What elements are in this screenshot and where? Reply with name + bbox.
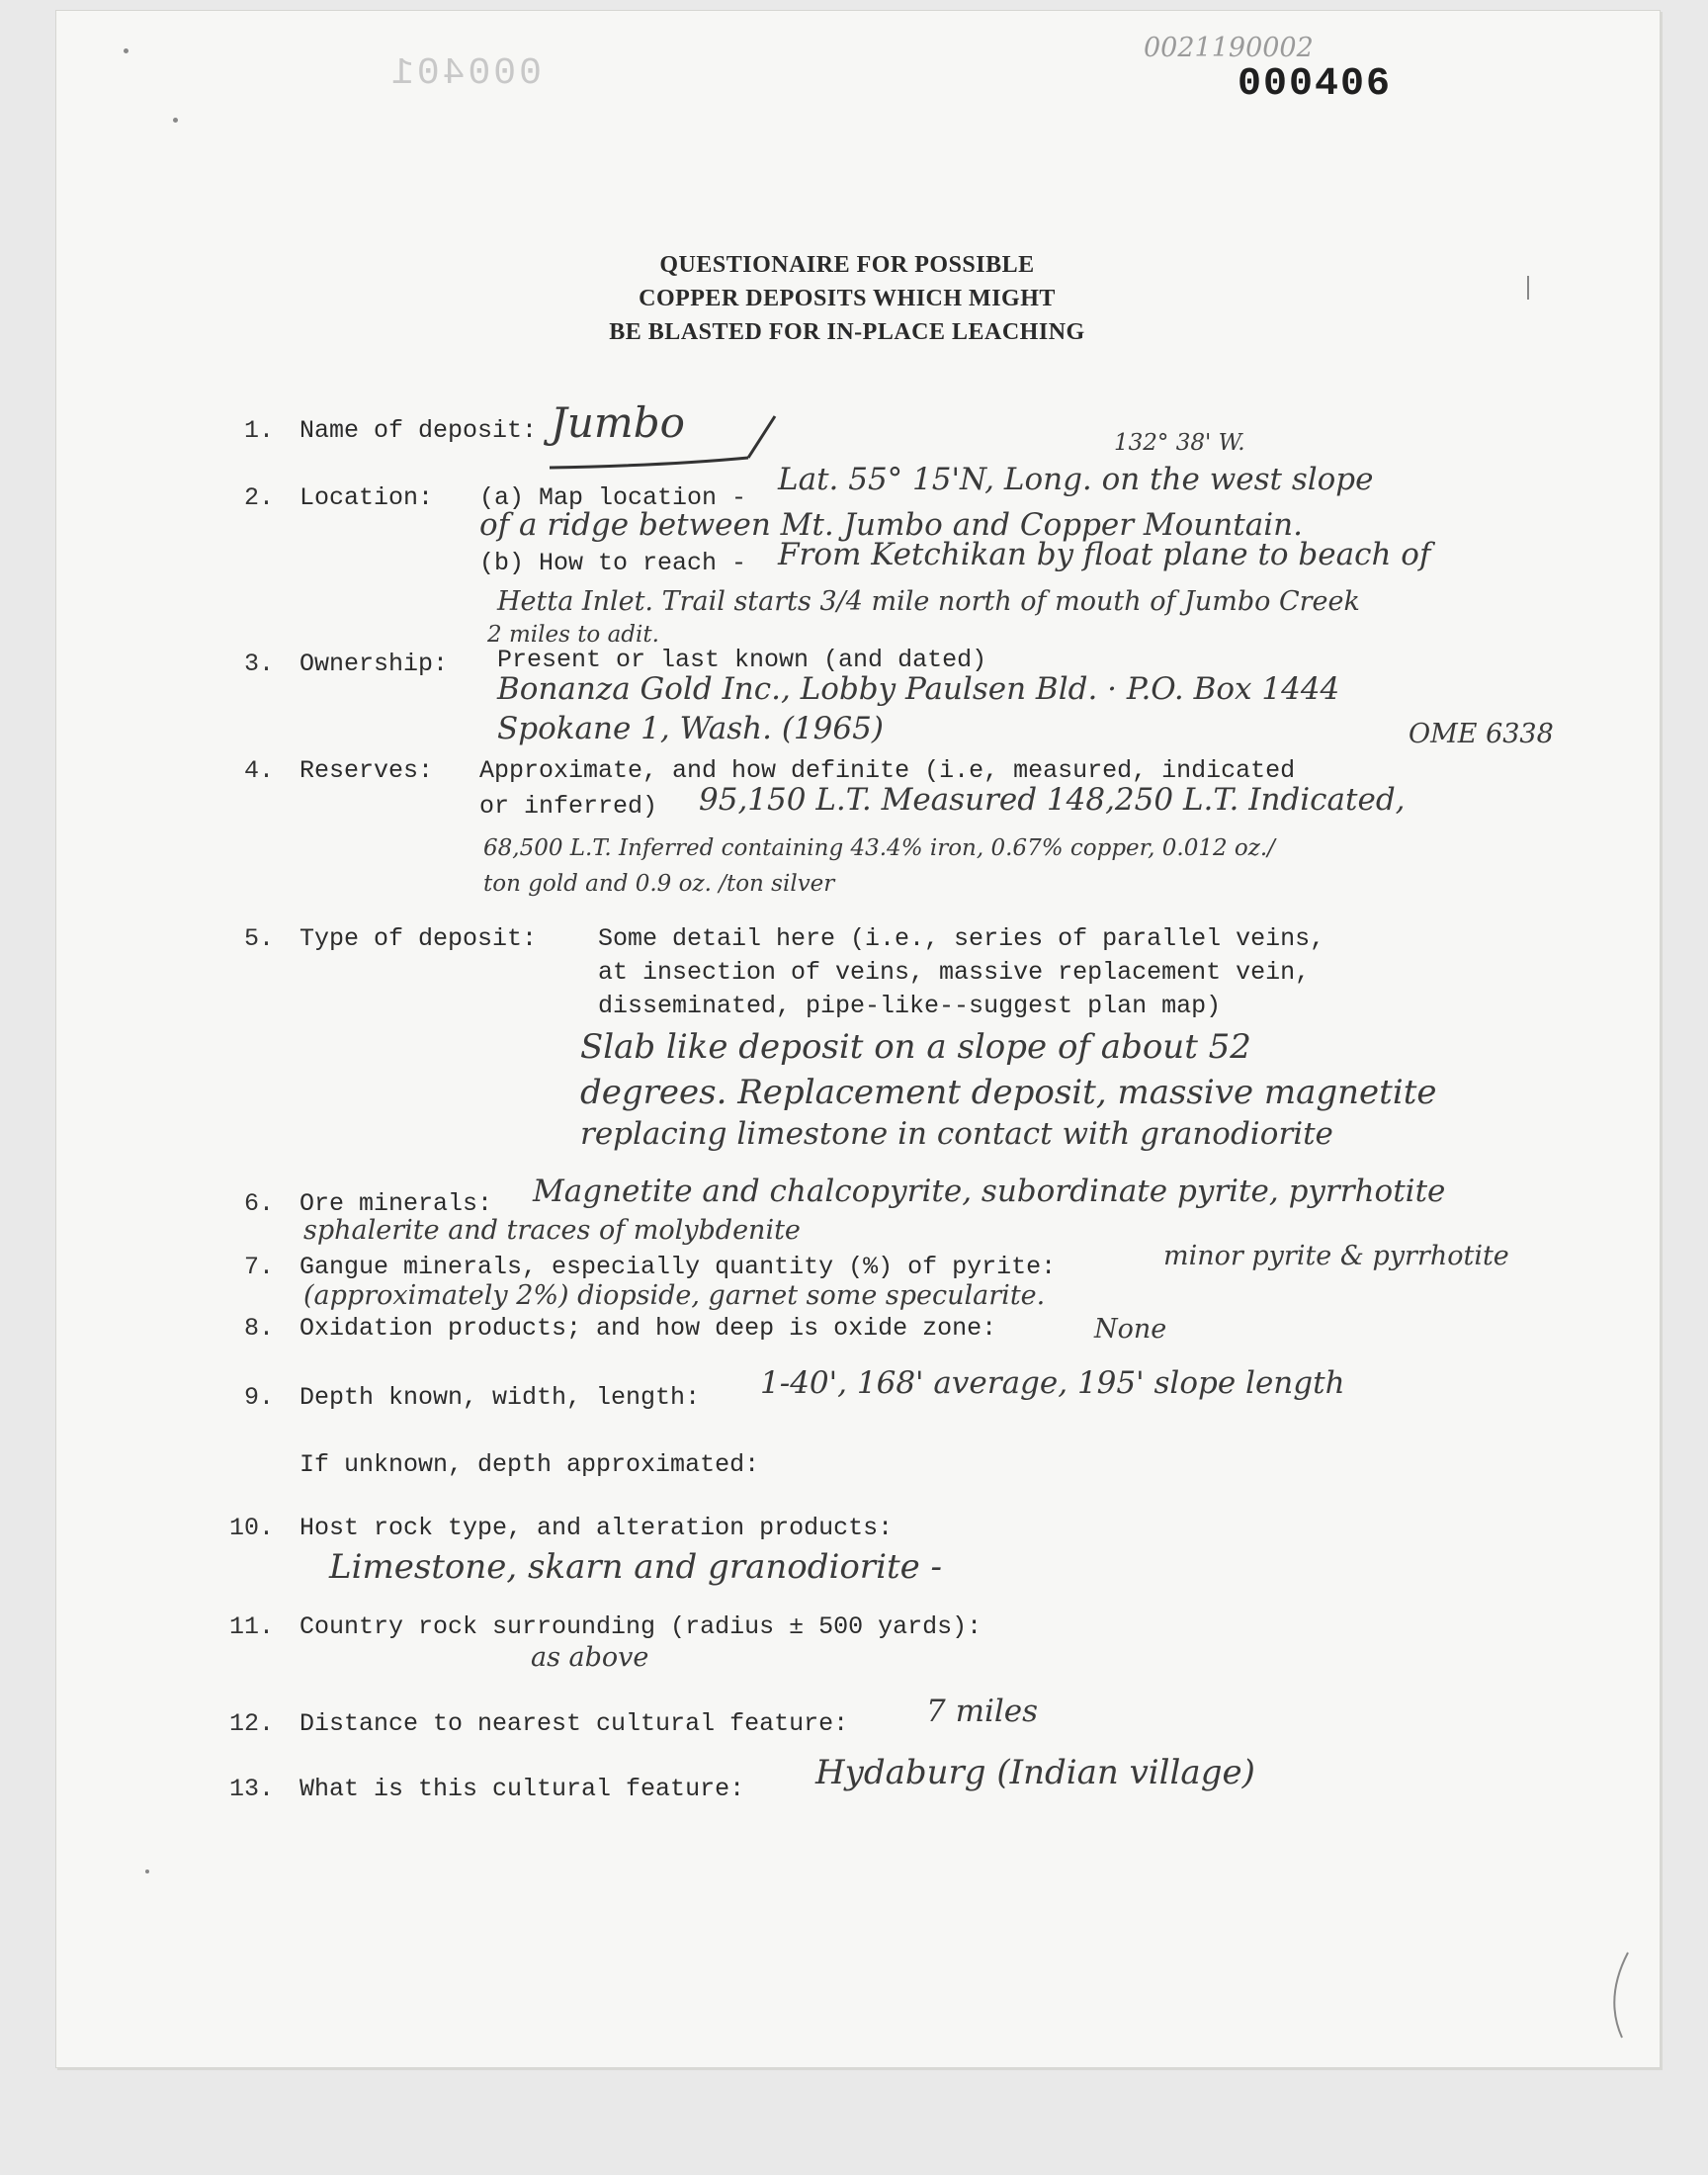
item-13-answer: Hydaburg (Indian village) <box>815 1753 1255 1792</box>
speck <box>145 1870 149 1873</box>
item-4-prompt-line-2: or inferred) <box>479 792 658 821</box>
item-6-number: 6. <box>243 1189 274 1218</box>
item-13-label: What is this cultural feature: <box>299 1775 745 1803</box>
item-6-answer-line-1: Magnetite and chalcopyrite, subordinate pyrite, pyrrhotite <box>533 1174 1446 1209</box>
item-1-answer: Jumbo <box>551 398 685 447</box>
item-13-number: 13. <box>228 1775 274 1803</box>
item-4-number: 4. <box>243 756 274 785</box>
item-4-answer-line-3: ton gold and 0.9 oz. /ton silver <box>483 871 835 897</box>
item-10-number: 10. <box>228 1514 274 1542</box>
item-11-label: Country rock surrounding (radius ± 500 yards): <box>299 1612 982 1641</box>
item-3-answer-line-2: Spokane 1, Wash. (1965) <box>497 711 884 746</box>
item-3-answer-line-1: Bonanza Gold Inc., Lobby Paulsen Bld. · P.O. Box 1444 <box>497 671 1340 707</box>
item-5-answer-line-2: degrees. Replacement deposit, massive magnetite <box>580 1073 1437 1112</box>
ghost-stamp-number: 000401 <box>388 52 542 95</box>
item-8-answer: None <box>1094 1314 1167 1345</box>
item-3-number: 3. <box>243 650 274 678</box>
item-2-longitude-insert: 132° 38' W. <box>1114 430 1245 456</box>
item-9-label: Depth known, width, length: <box>299 1383 701 1412</box>
handwritten-id: 0021190002 <box>1144 33 1314 63</box>
item-5-label: Type of deposit: <box>299 924 538 953</box>
item-7-answer-line-1: minor pyrite & pyrrhotite <box>1163 1241 1509 1271</box>
item-2b-answer-line-1: From Ketchikan by float plane to beach of <box>778 537 1431 572</box>
item-2a-answer-line-1: Lat. 55° 15'N, Long. on the west slope <box>778 462 1374 497</box>
item-3-prompt: Present or last known (and dated) <box>497 646 987 674</box>
item-4-answer-line-1: 95,150 L.T. Measured 148,250 L.T. Indicated, <box>699 782 1406 818</box>
title-line-2: COPPER DEPOSITS WHICH MIGHT <box>639 286 1056 311</box>
item-11-answer: as above <box>531 1642 649 1673</box>
item-8-number: 8. <box>243 1314 274 1343</box>
item-5-answer-line-1: Slab like deposit on a slope of about 52 <box>580 1027 1251 1067</box>
item-2b-answer-line-3: 2 miles to adit. <box>487 622 659 648</box>
item-5-answer-line-3: replacing limestone in contact with granodiorite <box>580 1116 1333 1152</box>
item-11-number: 11. <box>228 1612 274 1641</box>
item-7-number: 7. <box>243 1253 274 1281</box>
item-1-label: Name of deposit: <box>299 416 538 445</box>
item-2-label: Location: <box>299 483 434 512</box>
item-2a-label: (a) Map location - <box>479 483 747 512</box>
item-1-number: 1. <box>243 416 274 445</box>
item-9-answer: 1-40', 168' average, 195' slope length <box>760 1365 1345 1401</box>
item-9-sub-label: If unknown, depth approximated: <box>299 1450 760 1479</box>
item-5-prompt-line-3: disseminated, pipe-like--suggest plan map) <box>598 992 1222 1020</box>
item-12-label: Distance to nearest cultural feature: <box>299 1709 849 1738</box>
item-5-number: 5. <box>243 924 274 953</box>
document-page <box>55 10 1661 2068</box>
item-3-label: Ownership: <box>299 650 449 678</box>
title-line-1: QUESTIONAIRE FOR POSSIBLE <box>659 252 1035 278</box>
speck <box>124 48 128 53</box>
item-5-prompt-line-2: at insection of veins, massive replacement vein, <box>598 958 1311 987</box>
item-2b-answer-line-2: Hetta Inlet. Trail starts 3/4 mile north of mouth of Jumbo Creek <box>497 586 1360 617</box>
item-4-answer-line-2: 68,500 L.T. Inferred containing 43.4% iron, 0.67% copper, 0.012 oz./ <box>483 835 1275 861</box>
speck <box>173 118 178 123</box>
item-10-answer: Limestone, skarn and granodiorite - <box>329 1547 943 1587</box>
item-6-answer-line-2: sphalerite and traces of molybdenite <box>303 1215 801 1246</box>
stamp-number: 000406 <box>1238 62 1393 107</box>
item-12-answer: 7 miles <box>926 1694 1039 1729</box>
item-7-answer-line-2: (approximately 2%) diopside, garnet some specularite. <box>303 1280 1046 1311</box>
title-line-3: BE BLASTED FOR IN-PLACE LEACHING <box>609 319 1085 345</box>
item-5-prompt-line-1: Some detail here (i.e., series of parallel veins, <box>598 924 1325 953</box>
item-2-number: 2. <box>243 483 274 512</box>
item-7-label: Gangue minerals, especially quantity (%) of pyrite: <box>299 1253 1057 1281</box>
corner-mark <box>1598 1949 1638 2047</box>
item-6-label: Ore minerals: <box>299 1189 493 1218</box>
item-4-label: Reserves: <box>299 756 434 785</box>
item-10-label: Host rock type, and alteration products: <box>299 1514 894 1542</box>
margin-mark <box>1527 276 1529 300</box>
item-2b-label: (b) How to reach - <box>479 549 747 577</box>
item-12-number: 12. <box>228 1709 274 1738</box>
item-9-number: 9. <box>243 1383 274 1412</box>
item-4-prompt-line-1: Approximate, and how definite (i.e, measured, indicated <box>479 756 1296 785</box>
item-2a-answer-line-2: of a ridge between Mt. Jumbo and Copper Mountain. <box>479 507 1303 543</box>
item-3-note: OME 6338 <box>1409 719 1554 749</box>
item-8-label: Oxidation products; and how deep is oxide zone: <box>299 1314 997 1343</box>
